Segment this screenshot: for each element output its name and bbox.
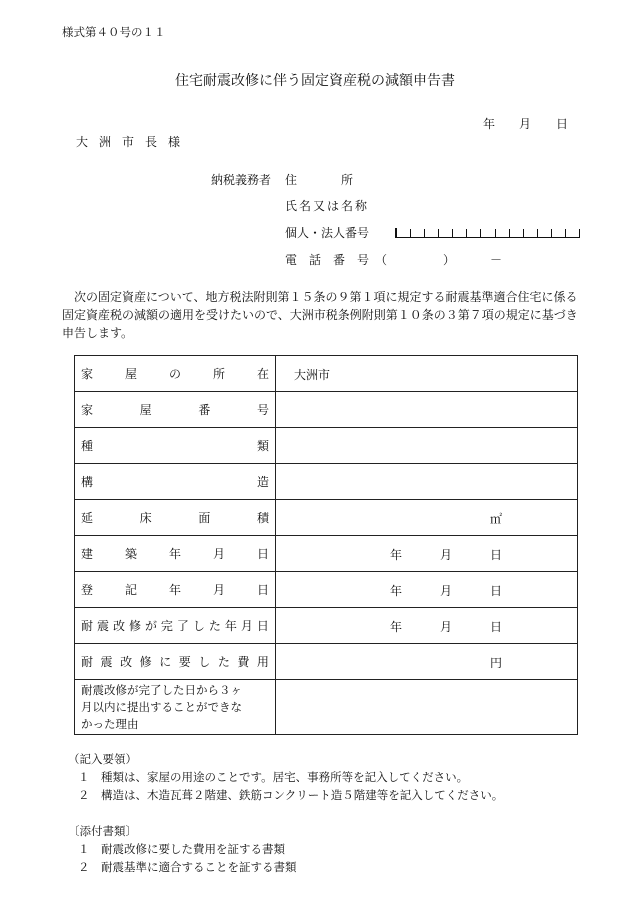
form-number: 様式第４０号の１１ xyxy=(62,25,166,39)
note-item: １ 種類は、家屋の用途のことです。居宅、事務所等を記入してください。 xyxy=(78,770,469,784)
late-reason-field[interactable] xyxy=(276,680,578,735)
registration-date-field[interactable] xyxy=(276,572,578,608)
notes-heading: （記入要領） xyxy=(68,752,137,766)
build-year-unit: 年 xyxy=(390,548,403,562)
build-day-unit: 日 xyxy=(490,548,503,562)
retrofit-cost-field[interactable] xyxy=(276,644,578,680)
row-label-location: 家 屋 の 所 在 xyxy=(81,367,269,381)
row-label-type: 種 類 xyxy=(81,439,269,453)
build-month-unit: 月 xyxy=(440,548,453,562)
row-label-retrofit-date: 耐 震 改 修 が 完 了 し た 年 月 日 xyxy=(81,619,269,633)
attachments-section xyxy=(68,822,297,876)
row-label-retrofit-cost: 耐 震 改 修 に 要 し た 費 用 xyxy=(81,655,269,669)
table-row xyxy=(75,392,578,428)
declaration-text: 次の固定資産について、地方税法附則第１５条の９第１項に規定する耐震基準適合住宅に係る固定資産税の減額の適用を受けたいので、大洲市税条例附則第１０条の３第７項の規定に基づき申告します。 xyxy=(62,290,578,340)
row-label-floor-area: 延 床 面 積 xyxy=(81,511,269,525)
note-item: ２ 構造は、木造瓦葺２階建、鉄筋コンクリート造５階建等を記入してください。 xyxy=(78,788,504,802)
location-field[interactable] xyxy=(276,356,578,392)
row-label-late-reason: 耐震改修が完了した日から３ヶ 月以内に提出することができな かった理由 xyxy=(75,680,276,735)
row-label-house-number: 家 屋 番 号 xyxy=(81,403,269,417)
table-row xyxy=(75,608,578,644)
house-number-field[interactable] xyxy=(276,392,578,428)
row-label-build-date: 建 築 年 月 日 xyxy=(81,547,269,561)
table-row xyxy=(75,680,578,735)
attachment-item: ２ 耐震基準に適合することを証する書類 xyxy=(78,860,297,874)
table-row xyxy=(75,356,578,392)
table-row xyxy=(75,536,578,572)
retrofit-month-unit: 月 xyxy=(440,620,453,634)
address-label: 住 所 xyxy=(285,173,356,187)
row-label-structure: 構 造 xyxy=(81,475,269,489)
date-day-label: 日 xyxy=(556,117,569,131)
build-date-field[interactable] xyxy=(276,536,578,572)
row-label-registration-date: 登 記 年 月 日 xyxy=(81,583,269,597)
mynumber-boxes[interactable] xyxy=(395,225,580,238)
table-row xyxy=(75,428,578,464)
addressee: 大洲市長様 xyxy=(76,135,192,149)
table-row xyxy=(75,500,578,536)
name-label: 氏名又は名称 xyxy=(285,199,370,213)
date-month-label: 月 xyxy=(519,117,532,131)
phone-paren-open: （ xyxy=(375,253,388,267)
retrofit-date-field[interactable] xyxy=(276,608,578,644)
table-row xyxy=(75,572,578,608)
attachment-item: １ 耐震改修に要した費用を証する書類 xyxy=(78,842,285,856)
document-title: 住宅耐震改修に伴う固定資産税の減額申告書 xyxy=(175,73,455,89)
phone-dash: － xyxy=(490,253,503,267)
floor-area-unit: ㎡ xyxy=(490,512,503,526)
date-year-label: 年 xyxy=(483,117,496,131)
registration-year-unit: 年 xyxy=(390,584,403,598)
table-row xyxy=(75,464,578,500)
notes-section xyxy=(68,750,503,804)
phone-paren-close: ） xyxy=(443,253,456,267)
retrofit-year-unit: 年 xyxy=(390,620,403,634)
property-table xyxy=(74,355,578,735)
attachments-heading: 〔添付書類〕 xyxy=(68,824,137,838)
location-value: 大洲市 xyxy=(294,368,331,382)
registration-day-unit: 日 xyxy=(490,584,503,598)
table-row xyxy=(75,644,578,680)
type-field[interactable] xyxy=(276,428,578,464)
registration-month-unit: 月 xyxy=(440,584,453,598)
retrofit-day-unit: 日 xyxy=(490,620,503,634)
phone-label: 電 話 番 号 xyxy=(285,253,370,267)
mynumber-label: 個人・法人番号 xyxy=(285,226,370,240)
taxpayer-role-label: 納税義務者 xyxy=(211,173,272,187)
floor-area-field[interactable] xyxy=(276,500,578,536)
retrofit-cost-unit: 円 xyxy=(490,656,503,670)
structure-field[interactable] xyxy=(276,464,578,500)
